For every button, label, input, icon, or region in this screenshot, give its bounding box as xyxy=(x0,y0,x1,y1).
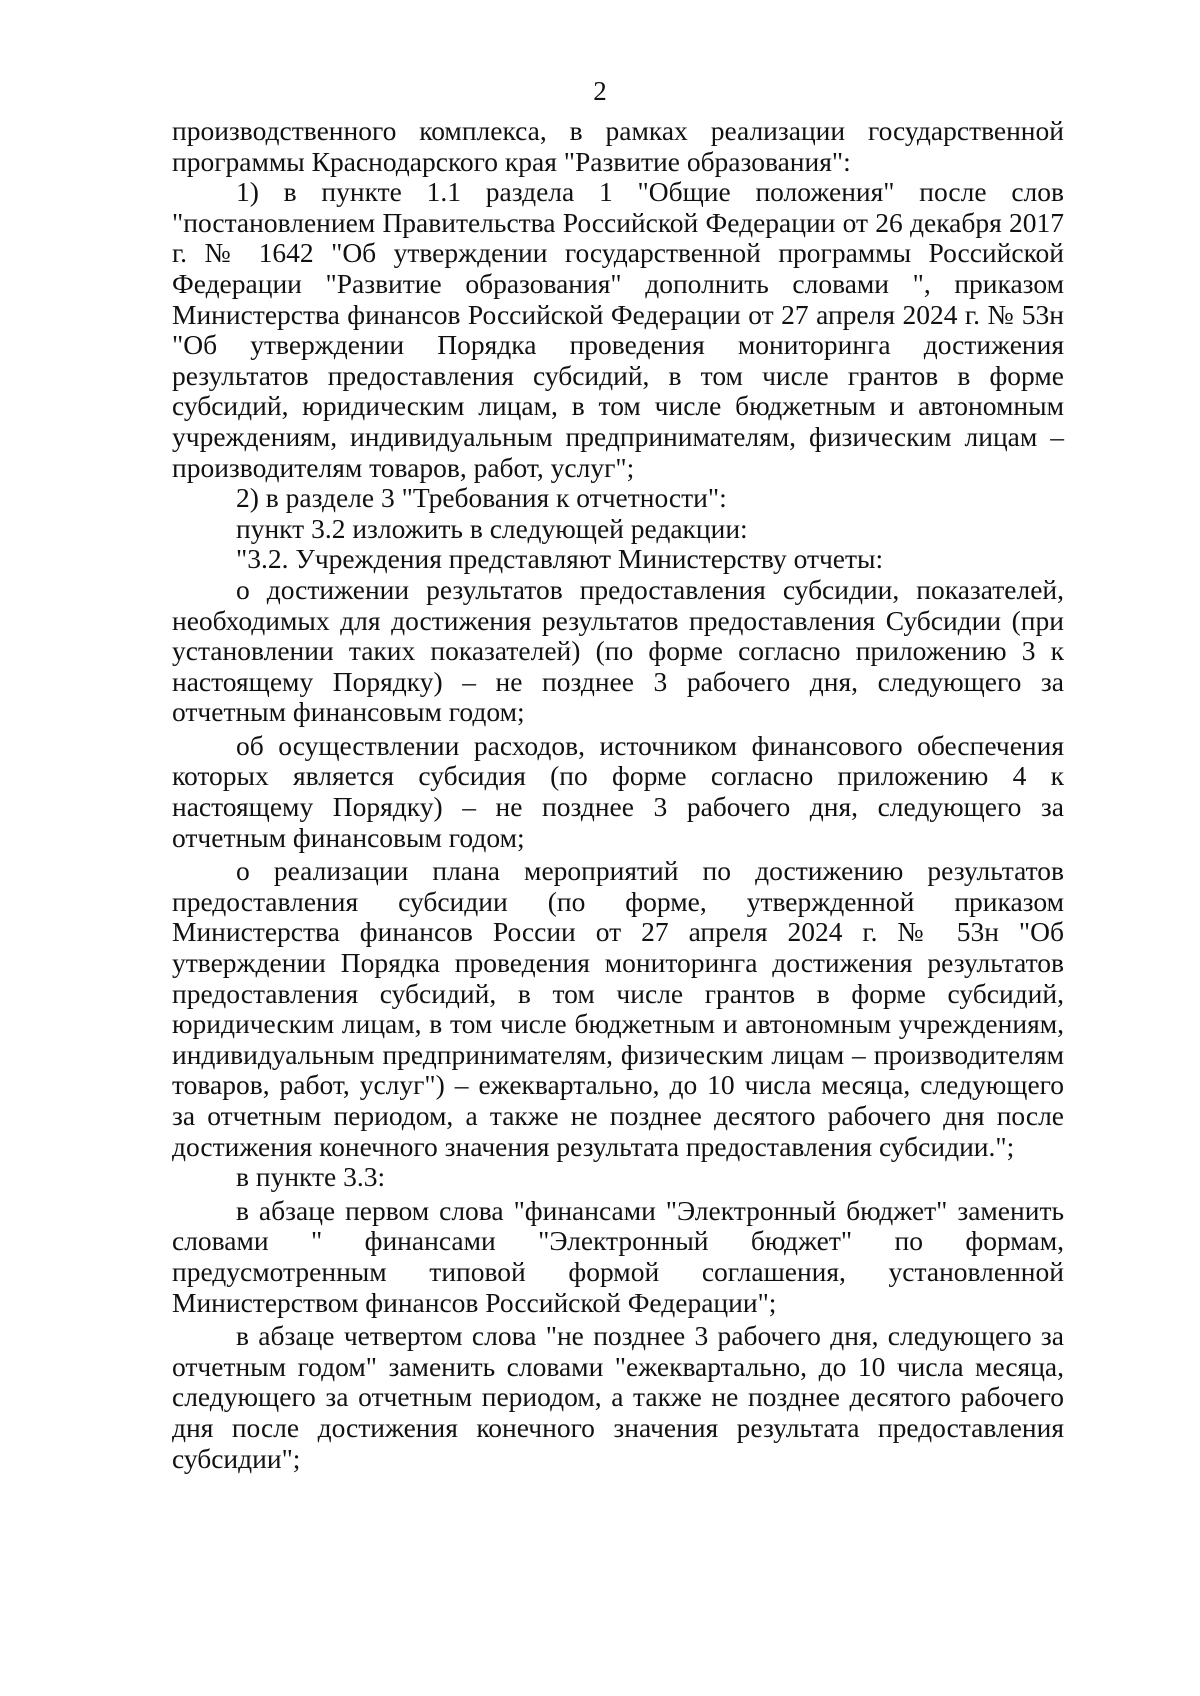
paragraph-program-continuation: производственного комплекса, в рамках реализации государственной программы Краснодарского края "Развитие образования": xyxy=(172,115,1064,177)
paragraph-report-results: о достижении результатов предоставления субсидии, показателей, необходимых для достижения результатов предоставления Субсидии (при установлении таких показателей) (по форме согласно приложению 3 к настоящему Порядку) – не позднее 3 рабочего дня, следующего за отчетным финансовым годом; xyxy=(172,573,1064,728)
paragraph-clause-3-2: "3.2. Учреждения представляют Министерству отчеты: xyxy=(236,543,884,575)
paragraph-item-2: 2) в разделе 3 "Требования к отчетности": xyxy=(236,482,727,514)
paragraph-report-expenses: об осуществлении расходов, источником финансового обеспечения которых является субсидия (по форме согласно приложению 4 к настоящему Порядку) – не позднее 3 рабочего дня, следующего за отчетным финансовым годом; xyxy=(172,729,1064,853)
paragraph-fourth-abzac: в абзаце четвертом слова "не позднее 3 рабочего дня, следующего за отчетным годом" заменить словами "ежеквартально, до 10 числа месяца, следующего за отчетным периодом, а также не позднее десятого рабочего дня после достижения конечного значения результата предоставления субсидии"; xyxy=(172,1320,1064,1474)
paragraph-clause-3-3-intro: в пункте 3.3: xyxy=(236,1161,386,1193)
paragraph-item-1: 1) в пункте 1.1 раздела 1 "Общие положения" после слов "постановлением Правительства Российской Федерации от 26 декабря 2017 г. № 1642 "Об утверждении государственной программы Российской Федерации "Развитие образования" дополнить словами ", приказом Министерства финансов Российской Федерации от 27 апреля 2024 г. № 53н "Об утверждении Порядка проведения мониторинга достижения результатов предоставления субсидий, в том числе грантов в форме субсидий, юридическим лицам, в том числе бюджетным и автономным учреждениям, индивидуальным предпринимателям, физическим лицам – производителям товаров, работ, услуг"; xyxy=(172,176,1064,483)
page-number: 2 xyxy=(593,76,607,106)
document-body xyxy=(172,116,1064,1474)
paragraph-first-abzac: в абзаце первом слова "финансами "Электронный бюджет" заменить словами " финансами "Электронный бюджет" по формам, предусмотренным типовой формой соглашения, установленной Министерством финансов Российской Федерации"; xyxy=(172,1194,1064,1318)
paragraph-clause-3-2-intro: пункт 3.2 изложить в следующей редакции: xyxy=(236,512,748,544)
paragraph-report-plan: о реализации плана мероприятий по достижению результатов предоставления субсидии (по форме, утвержденной приказом Министерства финансов России от 27 апреля 2024 г. № 53н "Об утверждении Порядка проведения мониторинга достижения результатов предоставления субсидий, в том числе грантов в форме субсидий, юридическим лицам, в том числе бюджетным и автономным учреждениям, индивидуальным предпринимателям, физическим лицам – производителям товаров, работ, услуг") – ежеквартально, до 10 числа месяца, следующего за отчетным периодом, а также не позднее десятого рабочего дня после достижения конечного значения результата предоставления субсидии."; xyxy=(172,855,1064,1162)
